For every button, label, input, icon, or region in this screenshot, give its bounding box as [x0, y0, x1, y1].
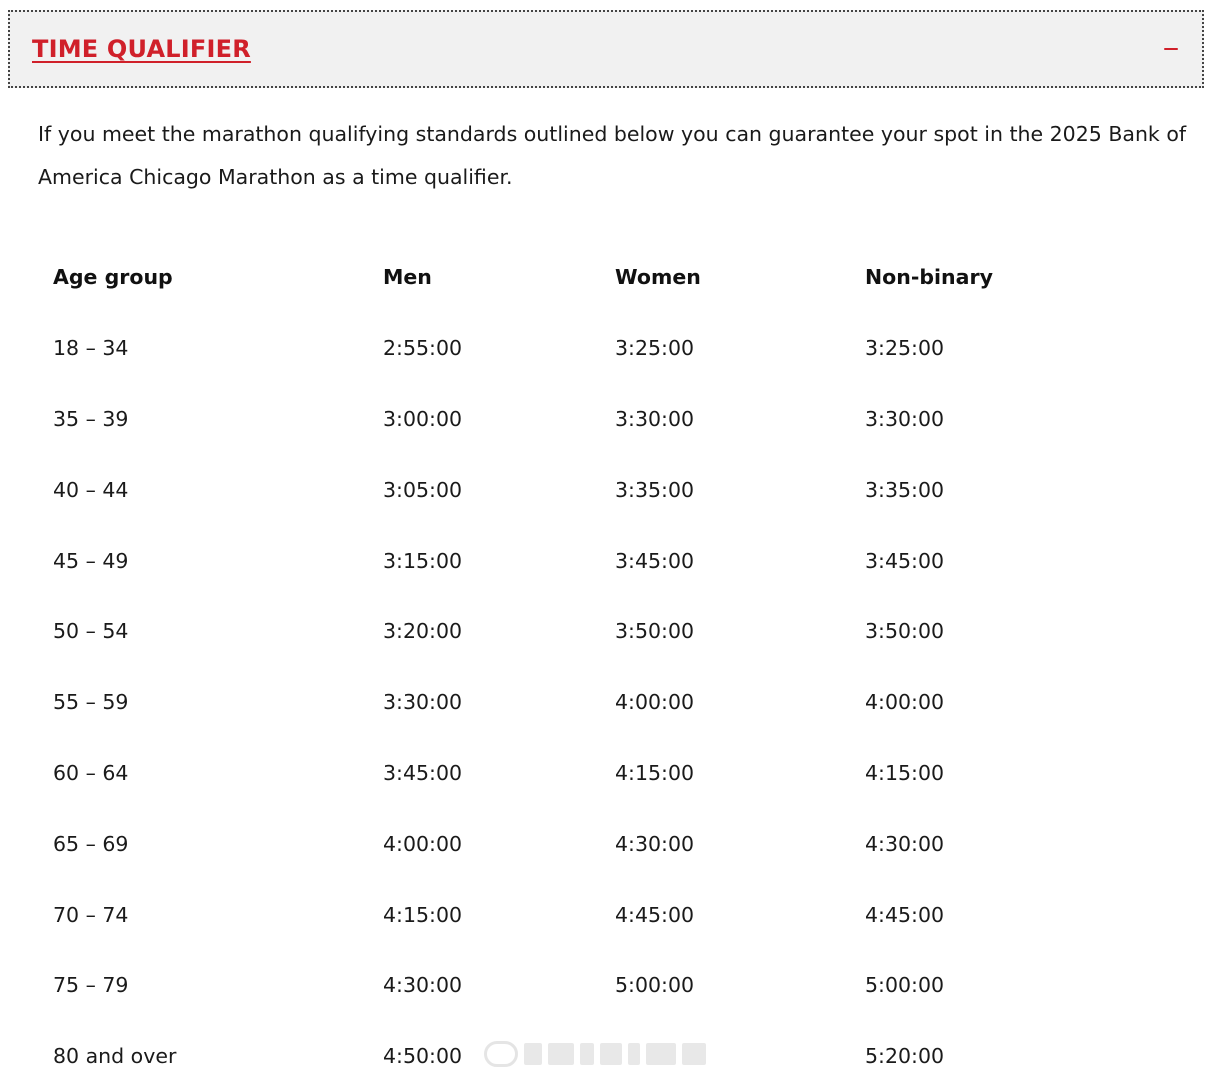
- watermark-mark: [580, 1043, 594, 1065]
- cell-age-group: 70 – 74: [53, 902, 129, 927]
- cell-women: 3:30:00: [615, 406, 695, 431]
- cell-women: 4:00:00: [615, 690, 695, 715]
- watermark-mark: [682, 1043, 706, 1065]
- cell-non-binary: 3:25:00: [865, 336, 945, 361]
- minus-icon[interactable]: [1164, 48, 1178, 51]
- cell-age-group: 65 – 69: [53, 831, 129, 856]
- table-header-row: [53, 242, 1165, 313]
- cell-age-group: 35 – 39: [53, 406, 129, 431]
- cell-non-binary: 3:50:00: [865, 619, 945, 644]
- table-row: [53, 667, 1165, 738]
- table-row: [53, 879, 1165, 950]
- watermark-mark: [524, 1043, 542, 1065]
- cell-men: 4:15:00: [383, 902, 463, 927]
- header-women: Women: [615, 265, 701, 290]
- cell-men: 3:30:00: [383, 690, 463, 715]
- header-non-binary: Non-binary: [865, 265, 993, 290]
- accordion-title[interactable]: TIME QUALIFIER: [32, 35, 251, 63]
- cell-men: 3:00:00: [383, 406, 463, 431]
- qualifier-table: [53, 242, 1165, 1080]
- cell-non-binary: 3:35:00: [865, 477, 945, 502]
- table-row: [53, 313, 1165, 384]
- cell-women: 5:00:00: [615, 973, 695, 998]
- intro-paragraph: If you meet the marathon qualifying standards outlined below you can guarantee your spot in the 2025 Bank of America Chicago Marathon as a time qualifier.: [38, 122, 1187, 189]
- header-age-group: Age group: [53, 265, 173, 290]
- watermark-logo: [484, 1036, 724, 1072]
- cell-non-binary: 4:30:00: [865, 831, 945, 856]
- table-row: [53, 384, 1165, 455]
- cell-non-binary: 5:00:00: [865, 973, 945, 998]
- cell-non-binary: 3:30:00: [865, 406, 945, 431]
- cell-women: 3:45:00: [615, 548, 695, 573]
- cell-men: 4:00:00: [383, 831, 463, 856]
- cell-age-group: 50 – 54: [53, 619, 129, 644]
- cell-non-binary: 4:15:00: [865, 760, 945, 785]
- cell-women: 4:30:00: [615, 831, 695, 856]
- table-row: [53, 596, 1165, 667]
- watermark-icon: [484, 1041, 518, 1067]
- cell-age-group: 60 – 64: [53, 760, 129, 785]
- watermark-mark: [600, 1043, 622, 1065]
- cell-men: 3:05:00: [383, 477, 463, 502]
- cell-women: 4:45:00: [615, 902, 695, 927]
- accordion-header-time-qualifier[interactable]: [8, 10, 1204, 88]
- table-body: [53, 313, 1165, 1080]
- cell-age-group: 45 – 49: [53, 548, 129, 573]
- watermark-mark: [548, 1043, 574, 1065]
- watermark-mark: [628, 1043, 640, 1065]
- cell-men: 3:20:00: [383, 619, 463, 644]
- cell-age-group: 40 – 44: [53, 477, 129, 502]
- cell-women: 4:15:00: [615, 760, 695, 785]
- watermark-mark: [646, 1043, 676, 1065]
- table-row: [53, 808, 1165, 879]
- cell-non-binary: 3:45:00: [865, 548, 945, 573]
- cell-age-group: 80 and over: [53, 1044, 177, 1069]
- cell-non-binary: 4:45:00: [865, 902, 945, 927]
- cell-non-binary: 4:00:00: [865, 690, 945, 715]
- cell-men: 3:15:00: [383, 548, 463, 573]
- cell-men: 3:45:00: [383, 760, 463, 785]
- cell-men: 2:55:00: [383, 336, 463, 361]
- cell-women: 3:50:00: [615, 619, 695, 644]
- table-row: [53, 454, 1165, 525]
- cell-age-group: 55 – 59: [53, 690, 129, 715]
- table-row: [53, 738, 1165, 809]
- cell-women: 3:25:00: [615, 336, 695, 361]
- cell-men: 4:30:00: [383, 973, 463, 998]
- table-row: [53, 525, 1165, 596]
- table-row: [53, 950, 1165, 1021]
- cell-women: 3:35:00: [615, 477, 695, 502]
- header-men: Men: [383, 265, 432, 290]
- cell-age-group: 18 – 34: [53, 336, 129, 361]
- cell-non-binary: 5:20:00: [865, 1044, 945, 1069]
- cell-men: 4:50:00: [383, 1044, 463, 1069]
- cell-age-group: 75 – 79: [53, 973, 129, 998]
